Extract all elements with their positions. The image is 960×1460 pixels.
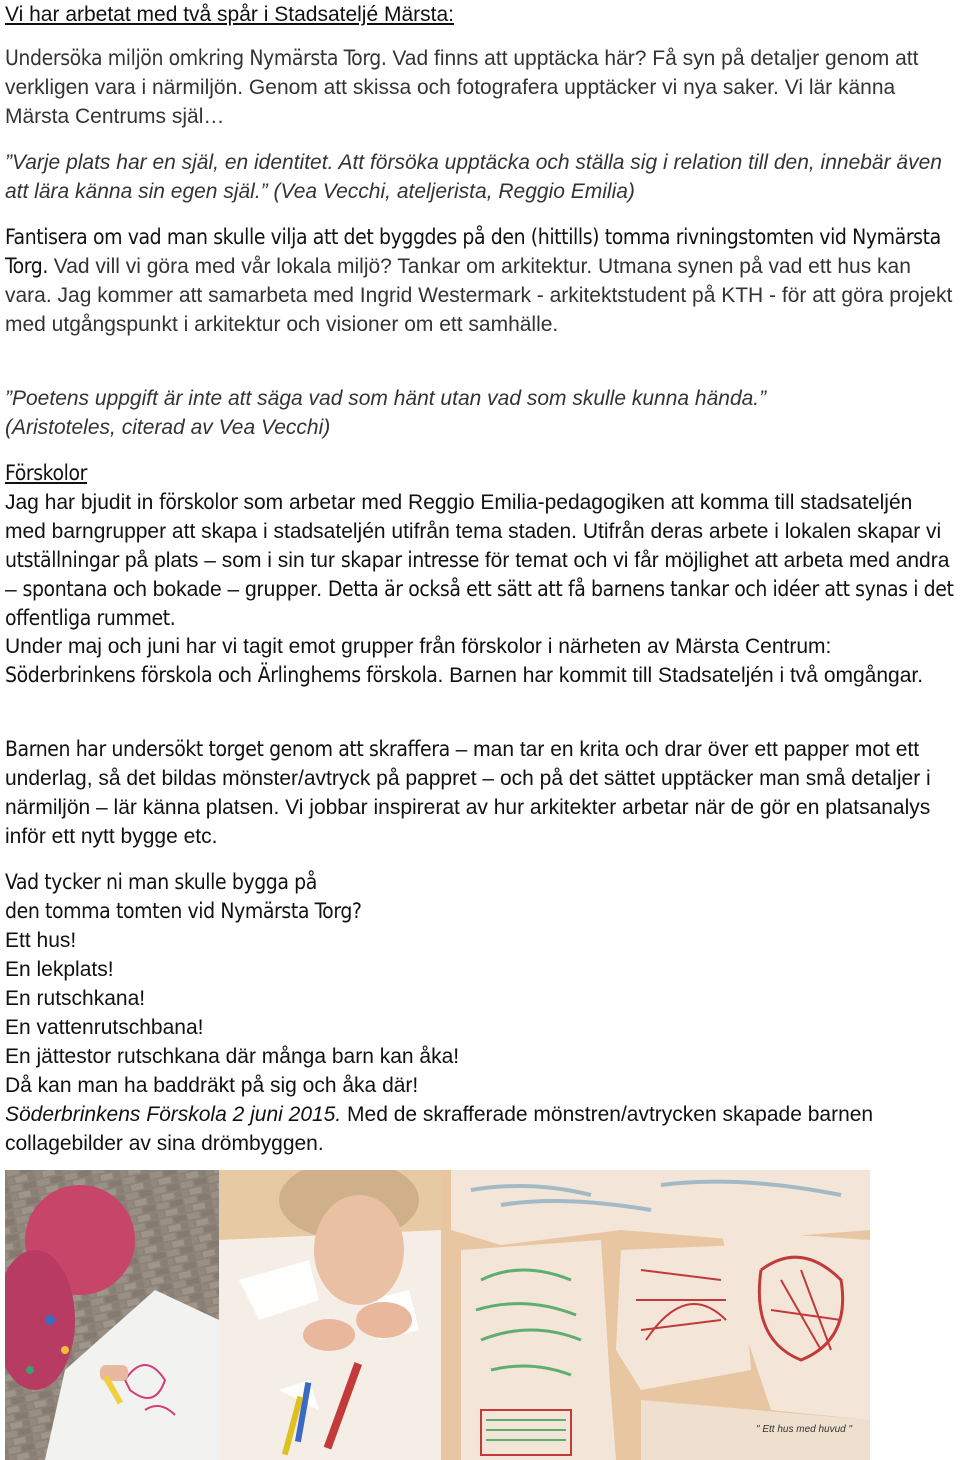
track2-paragraph (5, 223, 955, 339)
answers-list (5, 926, 459, 1100)
photo-strip (5, 1170, 870, 1460)
photo-caption (5, 1100, 955, 1158)
photo-3-note: " Ett hus med huvud " (756, 1424, 853, 1435)
forskolor-heading: Förskolor (5, 461, 87, 485)
text-run: . Barnen har kommit till Stadsateljén i två omgångar. (437, 664, 924, 687)
skraffera-body: – man tar en krita och drar över ett papper mot ett underlag, så det bildas mönster/avtryck på pappret – och på det sättet upptäcker man små detaljer i närmiljön – lär känna platsen. Vi jobbar inspirerat av hur arkitekter arbetar när de gör en platsanalys inför ett nytt bygge etc. (5, 738, 931, 848)
quote1-source: (Vea Vecchi, ateljerista, Reggio Emilia) (267, 180, 635, 203)
answer-item: Då kan man ha baddräkt på sig och åka där! (5, 1074, 419, 1097)
quote1-paragraph (5, 148, 955, 206)
text-run: Jag har bjudit in (5, 491, 160, 514)
text-run: på plats – som i sin tur (119, 549, 341, 572)
highlight-forskolor: förskolor (159, 490, 238, 514)
highlight-offentliga-rummet: Detta är också ett sätt att få barnens tankar och idéer att synas i det offentliga rummet. (5, 577, 954, 630)
highlight-spontana: spontana (22, 577, 108, 601)
track1-body: Vad finns att upptäcka här? Få syn på detaljer genom att verkligen vara i närmiljön. Genom att skissa och fotografera upptäcker vi nya saker. Vi lär känna Märsta Centrums själ… (5, 47, 919, 128)
question-line-2: den tomma tomten vid Nymärsta Torg? (5, 899, 362, 923)
forskolor-paragraph-1 (5, 488, 955, 633)
skraffera-paragraph (5, 735, 955, 851)
intro-line: Vi har arbetat med två spår i Stadsateljé Märsta: (5, 3, 454, 26)
text-run: och (212, 664, 258, 687)
highlight-skapar-intresse: skapar intresse (340, 548, 480, 572)
skraffera-lead: Barnen har undersökt torget genom att skraffera (5, 737, 450, 761)
highlight-soderbrinkens: Söderbrinkens förskola (5, 663, 213, 687)
quote2-text: ”Poetens uppgift är inte att säga vad som hänt utan vad som skulle kunna hända.” (5, 387, 767, 410)
answer-item: En lekplats! (5, 958, 114, 981)
highlight-utstallningar: utställningar (5, 548, 120, 572)
photo-hands-on-table (219, 1170, 441, 1460)
track2-lead: Fantisera om vad man skulle vilja att det byggdes på den (hittills) tomma rivningstomten vid Nymärsta Torg. (5, 225, 941, 278)
forskolor-paragraph-2 (5, 632, 955, 690)
answer-item: En jättestor rutschkana där många barn kan åka! (5, 1045, 460, 1068)
answer-item: Ett hus! (5, 929, 77, 952)
quote2-source: (Aristoteles, citerad av Vea Vecchi) (5, 416, 331, 439)
photo-1-illustration (5, 1170, 219, 1460)
answer-item: En vattenrutschbana! (5, 1016, 204, 1039)
answer-item: En rutschkana! (5, 987, 146, 1010)
track1-paragraph (5, 44, 955, 131)
text-run: och bokade – grupper. (107, 578, 328, 601)
track1-lead: Undersöka miljön omkring Nymärsta Torg. (5, 46, 387, 70)
quote1-text: ”Varje plats har en själ, en identitet. Att försöka upptäcka och ställa sig i relation till den, innebär även att lära känna sin egen själ.” (5, 151, 942, 203)
caption-rest: Med de skrafferade mönstren/avtrycken skapade barnen collagebilder av sina drömbyggen. (5, 1103, 874, 1155)
text-run: som arbetar med Reggio Emilia-pedagogiken att komma till stadsateljén med barngrupper att skapa i stadsateljén utifrån tema staden. Utifrån deras arbete i lokalen skapar vi (5, 491, 942, 543)
text-run: för temat och vi får möjlighet att arbeta med andra – (5, 549, 950, 601)
photo-child-on-cobblestones (5, 1170, 219, 1460)
photo-2-illustration (219, 1170, 441, 1460)
photo-rubbing-collage (441, 1170, 870, 1460)
question-line-1: Vad tycker ni man skulle bygga på (5, 870, 317, 894)
highlight-arlinghems: Ärlinghems förskola (257, 663, 438, 687)
track2-body: Vad vill vi göra med vår lokala miljö? Tankar om arkitektur. Utmana synen på vad ett hus kan vara. Jag kommer att samarbeta med Ingrid Westermark - arkitektstudent på KTH - för att göra projekt med utgångspunkt i arkitektur och visioner om ett samhälle. (5, 255, 953, 336)
caption-italic: Söderbrinkens Förskola 2 juni 2015. (5, 1103, 342, 1126)
text-run: Under maj och juni har vi tagit emot grupper från förskolor i närheten av Märsta Centrum: (5, 635, 832, 658)
photo-3-illustration (441, 1170, 870, 1460)
